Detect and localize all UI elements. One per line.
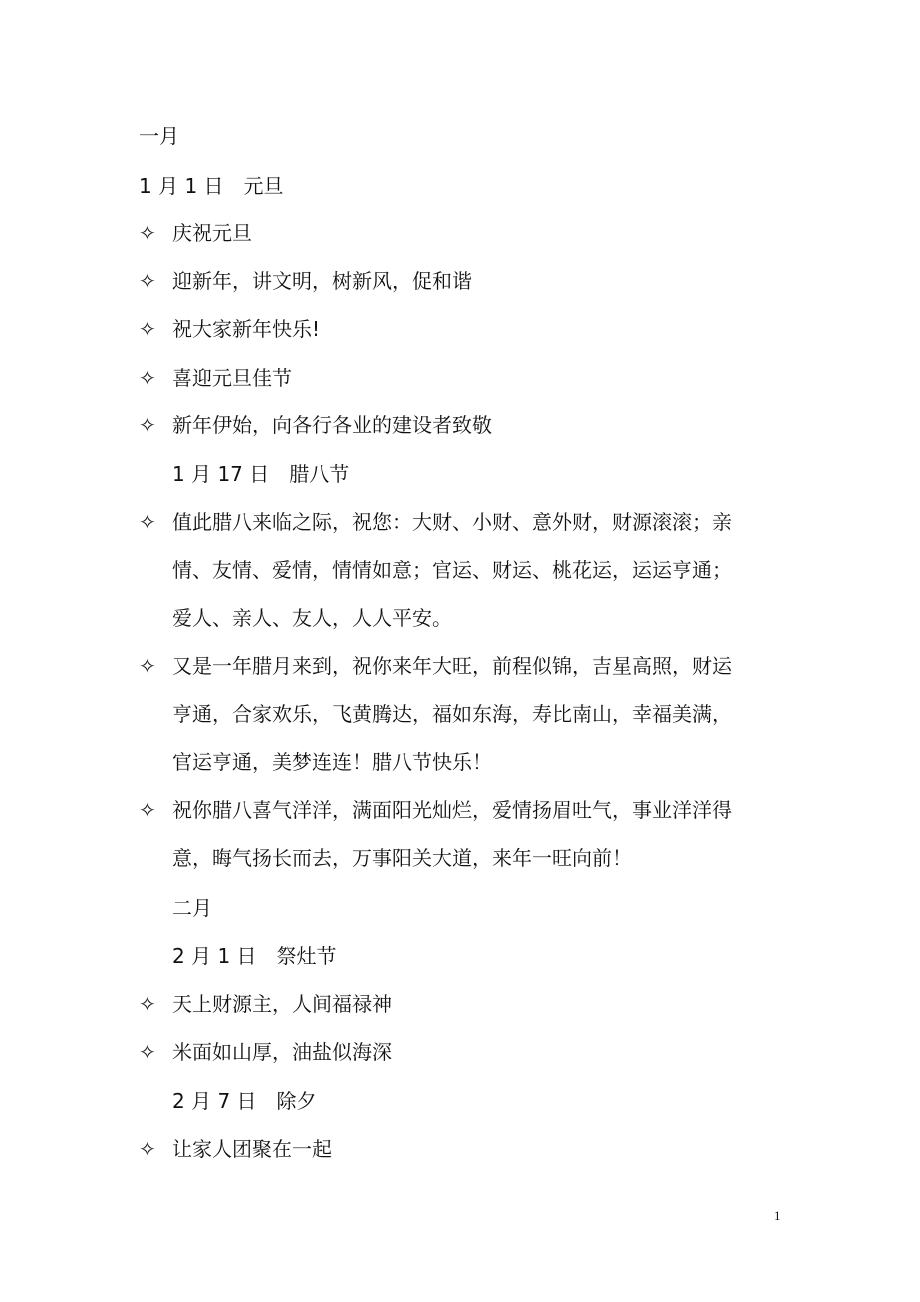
- list-item: 喜迎元旦佳节: [172, 366, 292, 390]
- bullet-star-icon: ✧: [139, 317, 156, 341]
- holiday-name: 元旦: [243, 174, 284, 198]
- bullet-star-icon: ✧: [139, 221, 156, 245]
- list-item: 让家人团聚在一起: [172, 1137, 332, 1161]
- paragraph-line: 亨通，合家欢乐，飞黄腾达，福如东海，寿比南山，幸福美满，: [172, 702, 732, 726]
- date-label: 2 月 7 日: [172, 1089, 257, 1113]
- list-item: 新年伊始，向各行各业的建设者致敬: [172, 413, 492, 437]
- date-label: 1 月 17 日: [172, 462, 270, 486]
- bullet-star-icon: ✧: [139, 413, 156, 437]
- date-heading: [172, 944, 337, 968]
- page-number: 1: [774, 1208, 781, 1223]
- list-item: 祝大家新年快乐!: [172, 317, 321, 341]
- holiday-name: 除夕: [276, 1089, 317, 1113]
- paragraph-line: 值此腊八来临之际，祝您：大财、小财、意外财，财源滚滚；亲: [172, 510, 732, 534]
- list-item: 天上财源主，人间福禄神: [172, 992, 392, 1016]
- paragraph-line: 情、友情、爱情，情情如意；官运、财运、桃花运，运运亨通；: [172, 558, 732, 582]
- list-item: 迎新年，讲文明，树新风，促和谐: [172, 269, 472, 293]
- date-heading: [139, 174, 284, 198]
- bullet-star-icon: ✧: [139, 1137, 156, 1161]
- paragraph-line: 祝你腊八喜气洋洋，满面阳光灿烂，爱情扬眉吐气，事业洋洋得: [172, 798, 732, 822]
- bullet-star-icon: ✧: [139, 366, 156, 390]
- date-label: 2 月 1 日: [172, 944, 257, 968]
- bullet-star-icon: ✧: [139, 654, 156, 678]
- holiday-name: 祭灶节: [276, 944, 337, 968]
- paragraph-line: 又是一年腊月来到，祝你来年大旺，前程似锦，吉星高照，财运: [172, 654, 732, 678]
- holiday-name: 腊八节: [289, 462, 350, 486]
- bullet-star-icon: ✧: [139, 798, 156, 822]
- bullet-star-icon: ✧: [139, 992, 156, 1016]
- month-heading: 一月: [139, 124, 179, 148]
- date-heading: [172, 462, 349, 486]
- paragraph-line: 爱人、亲人、友人，人人平安。: [172, 606, 452, 630]
- date-heading: [172, 1089, 317, 1113]
- paragraph-line: 官运亨通，美梦连连！腊八节快乐！: [172, 750, 492, 774]
- bullet-star-icon: ✧: [139, 269, 156, 293]
- bullet-star-icon: ✧: [139, 510, 156, 534]
- list-item: 米面如山厚，油盐似海深: [172, 1040, 392, 1064]
- bullet-star-icon: ✧: [139, 1040, 156, 1064]
- list-item: 庆祝元旦: [172, 221, 252, 245]
- month-heading: 二月: [172, 896, 212, 920]
- paragraph-line: 意，晦气扬长而去，万事阳关大道，来年一旺向前！: [172, 846, 632, 870]
- date-label: 1 月 1 日: [139, 174, 224, 198]
